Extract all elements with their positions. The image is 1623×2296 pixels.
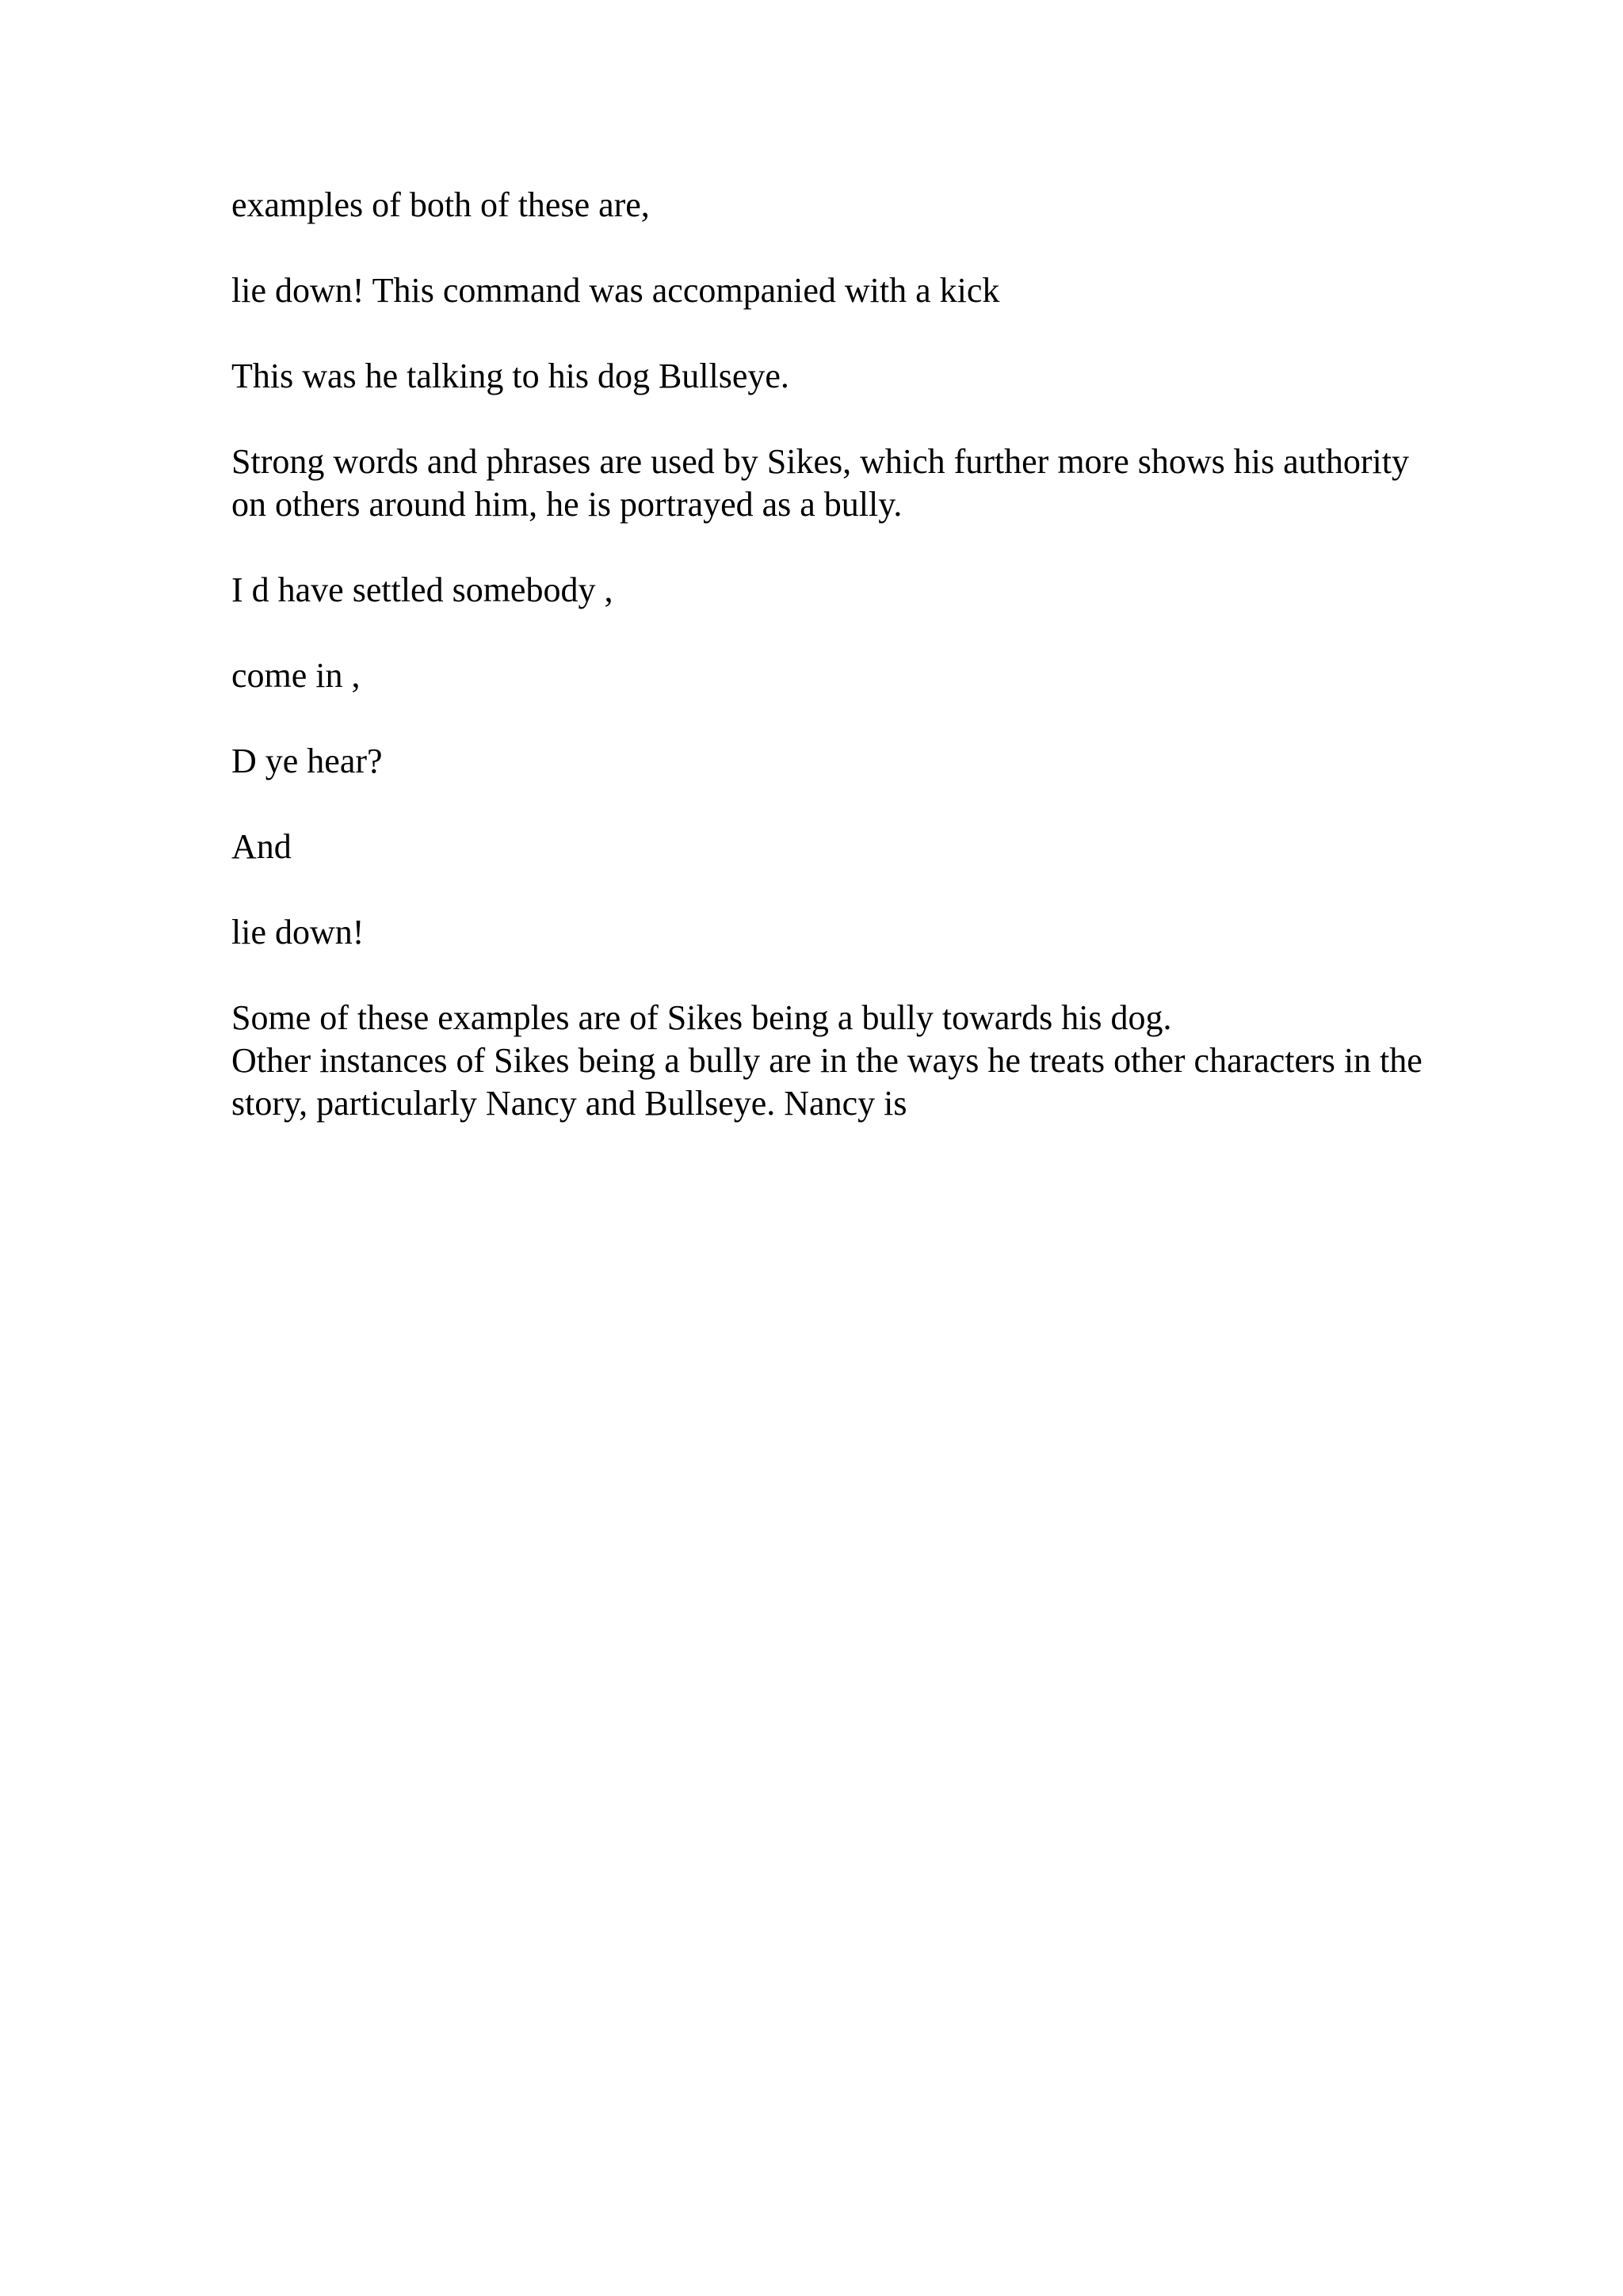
text-line: I d have settled somebody , <box>231 570 613 609</box>
paragraph-quote-hear <box>231 740 1515 783</box>
text-line: lie down! <box>231 913 365 952</box>
paragraph-bully-examples <box>231 997 1515 1125</box>
text-line: This was he talking to his dog Bullseye. <box>231 357 789 395</box>
document-body <box>231 184 1515 1125</box>
paragraph-quote-settled <box>231 569 1515 612</box>
text-line: Other instances of Sikes being a bully are in the ways he treats other characters in the <box>231 1041 1423 1080</box>
paragraph-strong-words <box>231 441 1515 526</box>
paragraph-and <box>231 826 1515 868</box>
paragraph-examples-intro <box>231 184 1515 227</box>
paragraph-quote-come-in <box>231 654 1515 697</box>
text-line: examples of both of these are, <box>231 185 650 224</box>
paragraph-talking-to-dog <box>231 355 1515 398</box>
text-line: And <box>231 827 292 866</box>
text-line: story, particularly Nancy and Bullseye. Nancy is <box>231 1084 907 1123</box>
paragraph-lie-down-kick <box>231 269 1515 312</box>
text-line: come in , <box>231 656 361 695</box>
text-line: Some of these examples are of Sikes being a bully towards his dog. <box>231 998 1172 1037</box>
text-line: D ye hear? <box>231 742 383 780</box>
text-line: Strong words and phrases are used by Sikes, which further more shows his authority <box>231 442 1409 481</box>
text-line: lie down! This command was accompanied with a kick <box>231 271 1000 310</box>
paragraph-quote-lie-down <box>231 911 1515 954</box>
text-line: on others around him, he is portrayed as a bully. <box>231 485 903 524</box>
